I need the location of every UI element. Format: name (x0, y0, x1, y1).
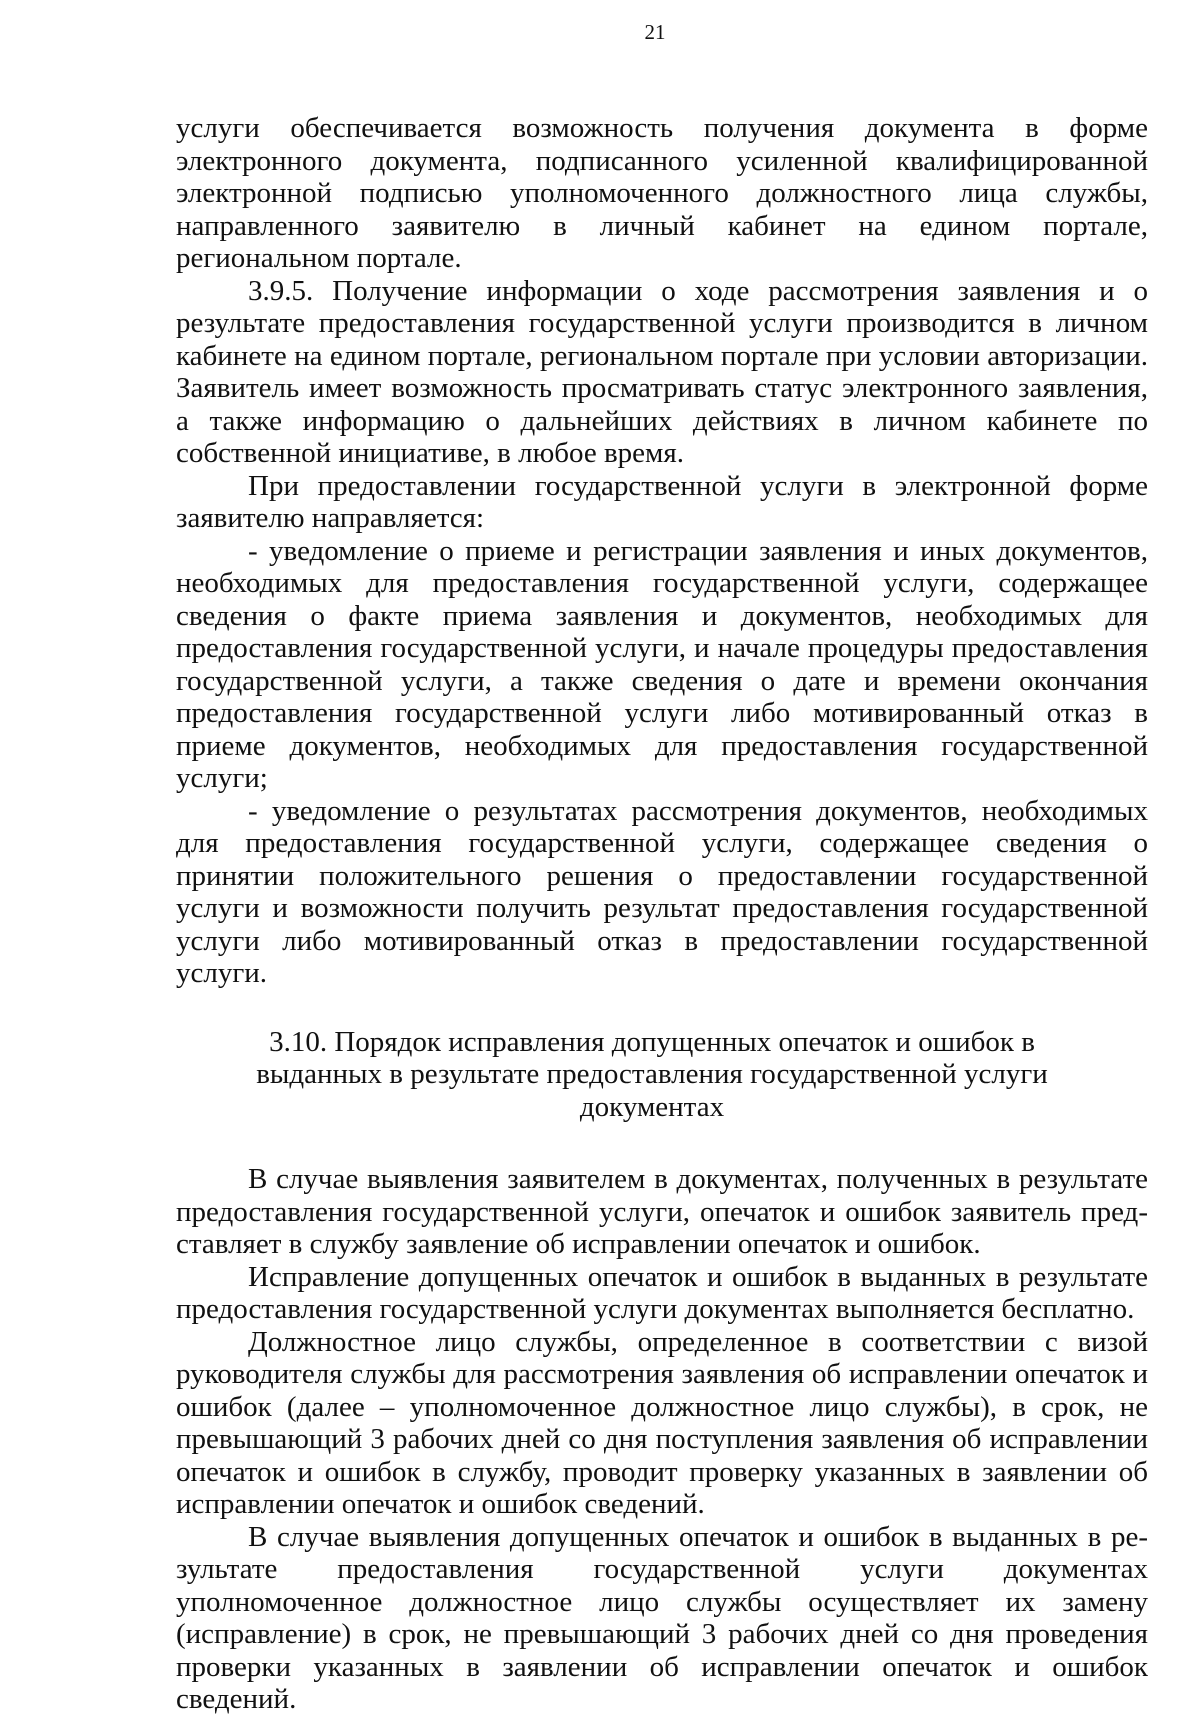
paragraph-continuation: услуги обеспечивается возможность получения документа в форме электронного документа, подписанного усиленной квалифицированной электронной подписью уполномоченного должностного лица службы, направленного заявителю в личный кабинет на едином портале, региональном портале. (176, 112, 1148, 274)
document-body (176, 112, 1148, 1716)
section-heading-3-10: 3.10. Порядок исправления допущенных опечаток и ошибок в выданных в результате предоставления государственной услуги документах (256, 1025, 1048, 1123)
list-item-notification-results: - уведомление о результатах рассмотрения документов, необходимых для предоставления государственной услуги, содержащее сведения о принятии положительного решения о предоставлении государственной услуги и возможности получить результат предоставления государственной услуги либо мотивированный отказ в предоставлении государственной услуги. (176, 794, 1148, 989)
page-number: 21 (644, 20, 666, 44)
paragraph-free-correction: Исправление допущенных опечаток и ошибок в выданных в результате предоставления государственной услуги документах выполняется бесплатно. (176, 1260, 1148, 1325)
list-item-notification-receipt: - уведомление о приеме и регистрации заявления и иных документов, необходимых для предоставления государственной услуги, содержащее сведения о факте приема заявления и документов, необходимых для предоставления государственной услуги, и начале процедуры предоставления государственной услуги, а также сведения о дате и времени окончания предоставления государственной услуги либо мотивированный отказ в приеме документов, необходимых для предоставления государственной услуги; (176, 534, 1148, 794)
paragraph-errors-detected: В случае выявления заявителем в документах, полученных в результате предоставления государственной услуги, опечаток и ошибок заявитель представляет в службу заявление об исправлении опечаток и ошибок. (176, 1163, 1148, 1260)
paragraph-replacement: В случае выявления допущенных опечаток и ошибок в выданных в результате предоставления государственной услуги документах уполномоченное должностное лицо службы осуществляет их замену (исправление) в срок, не превышающий 3 рабочих дней со дня проведения проверки указанных в заявлении об исправлении опечаток и ошибок сведений. (176, 1520, 1148, 1715)
paragraph-official-check: Должностное лицо службы, определенное в соответствии с визой руководителя службы для рассмотрения заявления об исправлении опечаток и ошибок (далее – уполномоченное должностное лицо службы), в срок, не превышающий 3 рабочих дней со дня поступления заявления об исправлении опечаток и ошибок в службу, проводит проверку указанных в заявлении об исправлении опечаток и ошибок сведений. (176, 1325, 1148, 1520)
paragraph-electronic-form: При предоставлении государственной услуги в электронной форме заявителю направляется: (176, 469, 1148, 534)
paragraph-3-9-5: 3.9.5. Получение информации о ходе рассмотрения заявления и о результате предоставления государственной услуги производится в личном кабинете на едином портале, региональном портале при условии авторизации. Заявитель имеет возможность просматривать статус электронного заявления, а также информацию о дальнейших действиях в личном кабинете по собственной инициативе, в любое время. (176, 274, 1148, 469)
